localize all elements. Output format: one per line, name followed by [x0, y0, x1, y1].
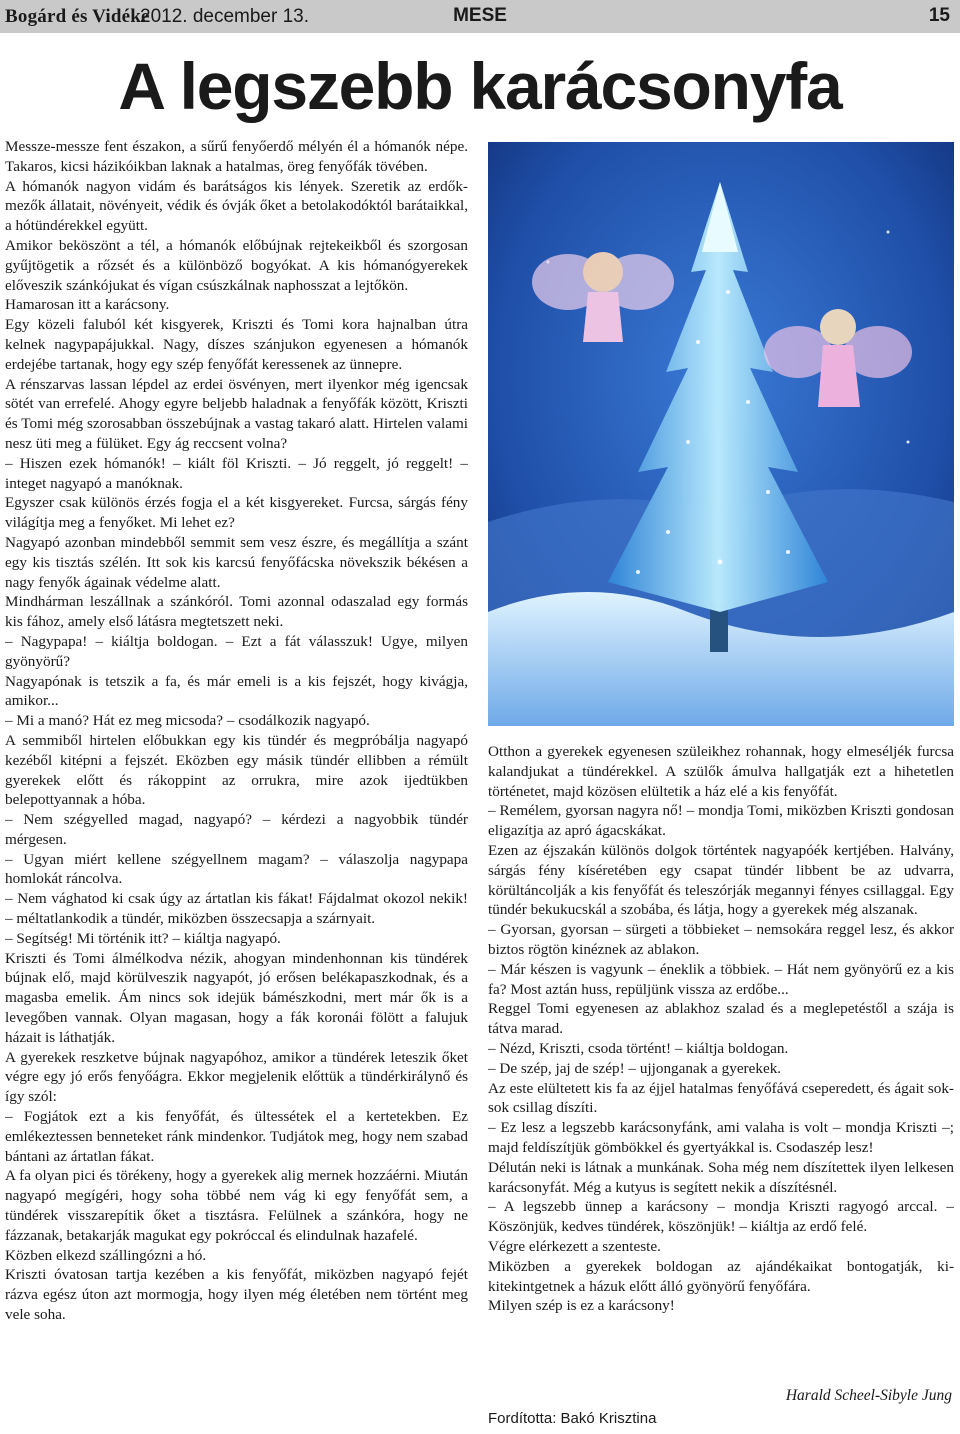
article-paragraph: Kriszti és Tomi álmélkodva nézik, ahogyan mindenhonnan kis tündérek bújnak elő, majd körülveszik nagyapót, jó erősen belékapaszkodnak, és a magasba emelik. Ám nincs sok idejük bámészkodni, mert már ők is a levegőben vannak. Olyan magasan, hogy a fák koronái fölött a falujuk házait is láthatják.	[5, 949, 468, 1046]
article-paragraph: Végre elérkezett a szenteste.	[488, 1237, 661, 1255]
article-right-column	[488, 742, 954, 1432]
article-paragraph: Messze-messze fent északon, a sűrű fenyőerdő mélyén él a hómanók népe. Takaros, kicsi házikóikban laknak a hatalmas, öreg fenyőfák tövében.	[5, 138, 468, 175]
article-paragraph: – Ez lesz a legszebb karácsonyfánk, ami valaha is volt – mondja Kriszti –; majd feldíszítjük gömbökkel és gyertyákkal is. Csodaszép lesz!	[488, 1119, 954, 1156]
article-paragraph: – Már készen is vagyunk – éneklik a többiek. – Hát nem gyönyörű ez a kis fa? Most aztán huss, repüljünk vissza az erdőbe...	[488, 960, 954, 998]
article-paragraph: Egyszer csak különös érzés fogja el a két kisgyereket. Furcsa, sárgás fény világítja meg a fenyőket. Mi lehet ez?	[5, 494, 468, 532]
article-paragraph: A fa olyan pici és törékeny, hogy a gyerekek alig mernek hozzáérni. Miután nagyapó megígéri, hogy soha többé nem vág ki egy fenyőfát sem, a tündérek visszarepítik őket a tisztásra. Felülnek a szánkóra, hogy ne fázzanak, betakarják magukat egy pokróccal és elindulnak hazafelé.	[5, 1167, 468, 1244]
article-paragraph: Otthon a gyerekek egyenesen szüleikhez rohannak, hogy elmeséljék furcsa kalandjukat a tündérekkel. A szülők ámulva hallgatják ezt a hihetetlen történetet, majd közösen elültetik a ház elé a kis fenyőfát.	[488, 743, 954, 800]
article-paragraph: – Nézd, Kriszti, csoda történt! – kiáltja boldogan.	[488, 1039, 789, 1057]
article-paragraph: A semmiből hirtelen előbukkan egy kis tündér és megpróbálja nagyapó kezéből kitépni a fejszét. Eközben egy másik tündér ellibben a rémült gyerekek előtt és rákoppint az orrukra, mire azok ijedtükben belepottyannak a hóba.	[5, 731, 468, 809]
masthead-title: Bogárd és Vidéke	[5, 6, 150, 27]
article-paragraph: Nagyapó azonban mindebből semmit sem vesz észre, és megállítja a szánt egy kis tisztás szélén. Itt sok kis karcsú fenyőfácska növekszik békésen a nagy fenyők ágainak védelme alatt.	[5, 533, 468, 591]
article-paragraph: Egy közeli faluból két kisgyerek, Kriszti és Tomi kora hajnalban útra kelnek nagypapájukkal. Nagy, díszes szánjukon egyenesen a hómanók erdejébe tartanak, hogy egy szép fenyőfát keressenek az ünnepre.	[5, 316, 468, 373]
article-paragraph: Ezen az éjszakán különös dolgok történtek nagyapóék kertjében. Halvány, sárgás fény kíséretében egy csapat tündér libbent be az udvarra, körültáncolják a kis fenyőfát és teleszórják megannyi fényes csillaggal. Egy tündér bekukucskál a szobába, és látja, hogy a gyerekek még alszanak.	[488, 841, 954, 919]
article-paragraph: – Fogjátok ezt a kis fenyőfát, és ültessétek el a kertetekben. Ez emlékeztessen benneteket ránk mindenkor. Tudjátok meg, hogy nem szabad bántani az ártatlan fákat.	[5, 1108, 468, 1165]
article-paragraph: – Hiszen ezek hómanók! – kiált föl Kriszti. – Jó reggelt, jó reggelt! – integet nagyapó a manóknak.	[5, 454, 468, 492]
article-paragraph: Délután neki is látnak a munkának. Soha még nem díszítettek ilyen lelkesen karácsonyfát. Még a kutyus is segített nekik a díszítésnél.	[488, 1158, 954, 1196]
article-paragraph: – De szép, jaj de szép! – ujjonganak a gyerekek.	[488, 1059, 782, 1077]
article-paragraph: – Ugyan miért kellene szégyellnem magam? – válaszolja nagypapa homlokát ráncolva.	[5, 850, 468, 888]
issue-date: 2012. december 13.	[140, 6, 310, 27]
article-paragraph: – A legszebb ünnep a karácsony – mondja Kriszti ragyogó arccal. – Köszönjük, kedves tündérek, köszönjük! – kiáltja az erdő felé.	[488, 1198, 954, 1236]
article-paragraph: Nagyapónak is tetszik a fa, és már emeli is a kis fejszét, hogy kivágja, amikor...	[5, 672, 468, 710]
article-paragraph: – Nem vághatod ki csak úgy az ártatlan kis fákat! Fájdalmat okozol nekik! – méltatlankodik a tündér, miközben összecsapja a szárnyait.	[5, 890, 468, 928]
article-paragraph: – Remélem, gyorsan nagyra nő! – mondja Tomi, miközben Kriszti gondosan eligazítja az apró ágacskákat.	[488, 802, 954, 840]
article-left-column	[5, 137, 468, 1431]
christmas-tree-illustration	[488, 142, 954, 726]
article-paragraph: A hómanók nagyon vidám és barátságos kis lények. Szeretik az erdők-mezők állatait, növényeit, védik és óvják őket a betolakodóktól barátaikkal, a hótündérekkel együtt.	[5, 177, 468, 235]
article-paragraph: Mindhárman leszállnak a szánkóról. Tomi azonnal odaszalad egy formás kis fához, amely első látásra megtetszett neki.	[5, 593, 468, 631]
article-paragraph: A rénszarvas lassan lépdel az erdei ösvényen, mert ilyenkor még igencsak sötét van errefelé. Ahogy egyre beljebb haladnak a fenyőfák között, Kriszti és Tomi még szorosabban összebújnak a vastag takaró alatt. Hirtelen valami nesz üti meg a fülüket. Egy ág reccsent volna?	[5, 375, 468, 452]
article-paragraph: – Gyorsan, gyorsan – sürgeti a többieket – nemsokára reggel lesz, és akkor biztos rögtön kinéznek az ablakon.	[488, 921, 954, 958]
article-paragraph: Az este elültetett kis fa az éjjel hatalmas fenyőfává cseperedett, és ágait sok-sok csillag díszíti.	[488, 1079, 954, 1117]
article-paragraph: – Nagypapa! – kiáltja boldogan. – Ezt a fát válasszuk! Ugye, milyen gyönyörű?	[5, 632, 468, 670]
article-paragraph: A gyerekek reszketve bújnak nagyapóhoz, amikor a tündérek leteszik őket végre egy jó erős fenyőágra. Ekkor megjelenik előttük a tündérkirálynő és így szól:	[5, 1048, 468, 1106]
author-credit: Harald Scheel-Sibyle Jung	[785, 1387, 952, 1404]
headline: A legszebb karácsonyfa	[118, 49, 842, 123]
article-paragraph: Hamarosan itt a karácsony.	[5, 296, 170, 314]
article-paragraph: Kriszti óvatosan tartja kezében a kis fenyőfát, miközben nagyapó fejét rázva egész úton azt mormogja, hogy ilyen még életében nem történt meg vele soha.	[5, 1266, 468, 1324]
article-paragraph: Közben elkezd szállingózni a hó.	[5, 1246, 207, 1264]
article-paragraph: Miközben a gyerekek boldogan az ajándékaikat bontogatják, ki-kitekintgetnek a házuk előtt álló gyönyörű fenyőfára.	[488, 1257, 954, 1295]
section-label: MESE	[453, 5, 507, 26]
article-paragraph: – Nem szégyelled magad, nagyapó? – kérdezi a nagyobbik tündér mérgesen.	[5, 811, 468, 848]
page-number: 15	[928, 5, 950, 26]
translator-credit: Fordította: Bakó Krisztina	[488, 1410, 657, 1427]
article-paragraph: – Mi a manó? Hát ez meg micsoda? – csodálkozik nagyapó.	[5, 712, 370, 730]
article-paragraph: Reggel Tomi egyenesen az ablakhoz szalad és a meglepetéstől a szája is tátva marad.	[488, 1000, 954, 1038]
article-paragraph: Amikor beköszönt a tél, a hómanók előbújnak rejtekeikből és szorgosan gyűjtögetik a rőzsét és a különböző bogyókat. A kis hómanógyerekek elővеszik szánkójukat és vígan csúszkálnak naphosszat a lejtőkön.	[5, 236, 468, 294]
article-paragraph: Milyen szép is ez a karácsony!	[488, 1297, 675, 1315]
article-paragraph: – Segítség! Mi történik itt? – kiáltja nagyapó.	[5, 929, 281, 947]
